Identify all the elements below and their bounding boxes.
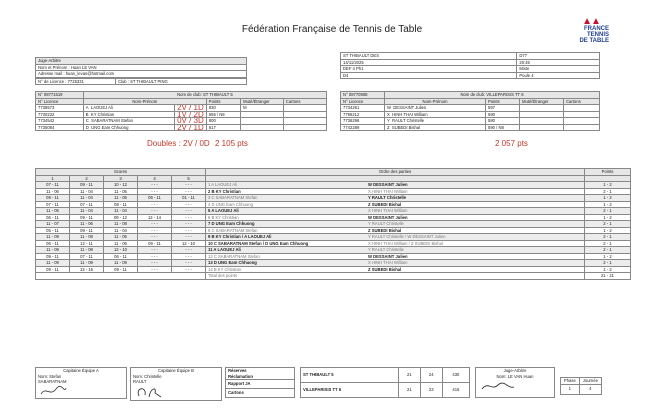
team-a-col-mute: Muté/Étranger [241,98,284,105]
game-left-player: 9 B KY Christian / A LAOUEJ Ali [208,234,272,239]
team-b-table [340,91,600,131]
captain-a-title: Capitaine Équipe A [63,368,99,373]
team-a-club-name: Nom de club: ST THIBAULT 5 [83,92,326,99]
set-score: - - - [138,247,172,254]
reserves-report: Rapport JA [226,380,295,389]
day-label: Journée [579,378,601,385]
player-points: 555 / N8 [206,111,240,118]
player-code: D [85,124,89,130]
set-score: - - - [172,234,206,241]
game-points: 1 - 2 [585,266,631,273]
player-points: 590 [486,111,520,118]
player-points: 800 [206,118,240,125]
game-left-player: 13 D UNG Eam Chhuong [208,260,257,265]
player-code: B [85,111,89,117]
team-b-col-mute: Muté/Étranger [520,98,564,105]
set-score: 11 - 04 [70,188,104,195]
set-score: 07 - 11 [36,182,70,189]
set-score: 11 - 09 [70,260,104,267]
match-date: 14/11/2025 [341,59,517,66]
set-score: 11 - 04 [70,208,104,215]
set-score: 11 - 07 [36,221,70,228]
referee-block [35,57,247,85]
set-score: 11 - 06 [70,221,104,228]
team-a-table [35,91,327,131]
game-left-player: 3 C SABARATNAM Stefan [208,195,258,200]
game-points: 1 - 2 [585,182,631,189]
set-score: - - - [172,266,206,273]
game-points: 2 - 1 [585,260,631,267]
game-right-player: Z SUBEDI Bishal [368,266,402,272]
player-name: UNG Eam Chhuong [91,124,129,130]
set-score: 09 - 11 [70,214,104,221]
game-right-player: X HINH THAI William [368,188,408,194]
set-header: 4 [138,175,172,182]
player-points: 590 / N8 [486,124,520,131]
set-score: 11 - 09 [104,260,138,267]
result-a: 21 [398,383,420,398]
result-box [300,367,470,398]
game-points: 1 - 2 [585,214,631,221]
game-points: 2 - 1 [585,221,631,228]
set-score: - - - [138,253,172,260]
set-header: 2 [70,175,104,182]
ja-box [475,367,555,398]
set-score: 06 - 11 [104,253,138,260]
captain-b-box [130,367,222,401]
game-right-player: Y RAULT Christelle [368,247,404,252]
set-score: - - - [138,227,172,234]
reserves-subtitle: Réclamation [228,373,253,379]
team-a-col-cards: Cartons [283,98,326,105]
team-a-col-name: Nom-Prénom [83,98,206,105]
player-licence: 7730232 [36,111,84,118]
game-points: 1 - 2 [585,195,631,202]
game-left-player: 8 C SABARATNAM Stefan [208,227,258,233]
captain-a-name2: SABARATNAM [38,379,67,384]
logo-mark-icon: ▲▲ [582,16,600,27]
set-score: 09 - 11 [36,266,70,273]
result-team: VILLEPARISIS TT 6 [301,383,399,398]
game-right-player: W DESSAINT Julien [368,253,408,259]
match-category: Mixte [517,66,600,73]
set-score: 08 - 11 [104,201,138,208]
player-record: 2V / 1D [175,105,207,112]
team-a-col-points: Points [206,98,240,105]
game-right-player: Y RAULT Christelle / W DESSAINT Julien [368,234,446,239]
set-score: - - - [138,208,172,215]
game-left-player: 12 C SABARATNAM Stefan [208,253,260,259]
points-header: Points [585,169,631,176]
reserves-title: Réserves [228,368,247,373]
player-mute [520,124,564,131]
set-score: 09 - 11 [70,227,104,234]
set-score: 12 - 10 [172,240,206,247]
ja-title: Juge-Arbitre [503,368,527,373]
set-score: 06 - 11 [138,195,172,202]
match-pool: Poule 4 [517,72,600,79]
set-score: 09 - 12 [104,214,138,221]
set-score: 11 - 04 [70,195,104,202]
player-mute [241,124,284,131]
set-score: 11 - 05 [104,234,138,241]
set-score: - - - [138,201,172,208]
set-header: 5 [172,175,206,182]
player-licence: 7736296 [341,118,385,125]
total-empty [36,273,206,280]
player-points: 617 [206,124,240,131]
team-a-col-licence: N° Licence [36,98,84,105]
set-score: - - - [172,260,206,267]
match-level: D4 [341,72,517,79]
game-right-player: X HINH THAI William [368,208,408,213]
result-team: ST THIBAULT 5 [301,368,399,383]
player-name: RAULT Christelle [392,118,425,123]
result-b: 24 [420,368,442,383]
captain-a-name: Nom: Stefan [38,373,62,379]
game-right-player: Z SUBEDI Bishal [368,201,402,207]
referee-header: Juge-Arbitre [36,58,247,65]
total-row [36,273,631,280]
team-b-col-cards: Cartons [564,98,600,105]
set-score: 11 - 08 [70,234,104,241]
team-a-club-no: N° 08771519 [36,92,84,99]
ja-signature [478,379,518,393]
game-right-player: Y RAULT Christelle [368,221,404,226]
player-record: 0V / 3D [175,118,207,125]
order-header: Ordre des parties [206,169,585,176]
set-score: 11 - 09 [36,234,70,241]
set-score: - - - [138,182,172,189]
set-header: 1 [36,175,70,182]
game-right-player: W DESSAINT Julien [368,182,408,187]
team-b-col-points: Points [486,98,520,105]
game-points: 2 - 1 [585,234,631,241]
player-licence: 7742289 [341,124,385,131]
set-score: - - - [138,188,172,195]
result-b: 23 [420,383,442,398]
day-value: 4 [579,384,601,394]
reserves-cards: Cartons [226,389,295,398]
set-score: - - - [172,182,206,189]
set-score: - - - [172,221,206,228]
set-score: - - - [172,201,206,208]
set-score: 11 - 09 [36,260,70,267]
player-code: Z [387,124,390,130]
set-score: 07 - 11 [70,253,104,260]
player-code: Y [387,118,390,123]
player-name: SABARATNAM Stefan [91,118,133,123]
game-left-player: 10 C SABARATNAM Stefan / D UNG Eam Chhuong [208,240,309,246]
player-cards [564,124,600,131]
team-a-doubles: Doubles : 2V / 0D [147,139,210,148]
total-label: Total des points [206,273,585,280]
set-score: - - - [172,253,206,260]
game-points: 1 - 2 [585,227,631,234]
ja-name: Nom: LE VAN Huan [496,373,534,379]
player-name: KY Christian [90,111,115,117]
referee-name: Nom et Prénom : Huan LE VAN [36,64,247,71]
set-score: 11 - 04 [104,227,138,234]
set-score: 09 - 11 [70,182,104,189]
player-licence: 7738573 [36,105,84,112]
captain-b-name2: RAULT [133,379,147,384]
player-code: X [387,111,390,117]
set-score: - - - [138,260,172,267]
logo-text-3: DE TABLE [579,38,609,44]
set-score: 11 - 09 [36,247,70,254]
player-points: 830 [206,105,240,112]
set-score: 06 - 11 [36,214,70,221]
score-sheet [35,168,631,280]
game-points: 2 - 1 [585,188,631,195]
game-left-player: 5 A LAOUEJ Ali [208,208,239,213]
player-name: HINH THAI William [392,111,428,117]
player-mute: M [241,105,284,112]
result-a: 21 [398,368,420,383]
player-licence: 7734542 [36,118,84,125]
result-c: 416 [442,383,469,398]
captain-a-box [35,367,127,399]
game-points: 1 - 2 [585,253,631,260]
phase-value: 1 [561,384,580,394]
game-points: 2 - 1 [585,208,631,215]
captain-a-signature [38,385,68,397]
set-score: 09 - 11 [104,266,138,273]
set-score: - - - [138,266,172,273]
player-licence: 7735084 [36,124,84,131]
player-name: DESSAINT Julien [393,105,427,110]
set-score: - - - [138,234,172,241]
player-code: C [85,118,89,123]
match-code: D77 [517,53,600,60]
logo-text-1: FRANCE [584,26,609,32]
set-score: 11 - 05 [104,188,138,195]
team-b-club-no: N° 08770908 [341,92,385,99]
player-points: 580 [486,118,520,125]
set-score: 09 - 11 [138,240,172,247]
captain-b-title: Capitaine Équipe B [158,368,194,373]
game-right-player: X HINH THAI William [368,260,408,265]
team-a-player-row [36,124,327,131]
set-score: 11 - 08 [104,221,138,228]
game-left-player: 1 A LAOUEJ Ali [208,182,237,187]
game-points: 2 - 1 [585,240,631,247]
captain-b-signature [133,385,173,399]
set-score: - - - [138,221,172,228]
logo-text-2: TENNIS [586,32,609,38]
player-name: LAOUEJ Ali [90,105,113,110]
referee-email: Adresse mail : huan_levan@hotmail.com [36,71,247,78]
fftt-logo [573,16,609,46]
team-b-total: 2 057 pts [495,139,528,148]
match-info [340,52,600,79]
set-score: 11 - 08 [70,247,104,254]
set-score: 11 - 05 [104,195,138,202]
set-header: 3 [104,175,138,182]
set-score: - - - [172,247,206,254]
set-score: 12 - 11 [70,240,104,247]
captain-b-name: Nom: Christelle [133,373,162,379]
player-code: W [387,105,391,110]
team-b-col-name: Nom-Prénom [385,98,486,105]
player-name: SUBEDI Bishal [391,124,421,130]
game-left-player: 7 D UNG Eam Chhuong [208,221,255,226]
total-value: 21 - 21 [585,273,631,280]
player-record: 2V / 1D [175,124,207,131]
game-left-player: 14 B KY Christian [208,266,241,272]
game-left-player: 11 A LAOUEJ Ali [208,247,241,252]
game-right-player: W DESSAINT Julien [368,214,408,220]
set-score: 11 - 04 [104,208,138,215]
team-b-col-licence: N° Licence [341,98,385,105]
set-score: 07 - 11 [36,201,70,208]
set-score: - - - [172,214,206,221]
player-licence: 7734261 [341,105,385,112]
phase-label: Phase [561,378,580,385]
referee-club: Club : ST THIBAULT PING [116,78,247,85]
player-record: 1V / 2D [175,111,207,118]
set-score: 07 - 11 [70,201,104,208]
player-points: 597 [486,105,520,112]
set-score: 09 - 11 [36,253,70,260]
set-score: 01 - 11 [172,195,206,202]
set-score: - - - [172,227,206,234]
set-score: 12 - 10 [104,247,138,254]
set-score: 11 - 06 [104,240,138,247]
match-division: DEF 4 Ph1 [341,66,517,73]
set-score: 06 - 11 [36,240,70,247]
set-score: 12 - 14 [138,214,172,221]
reserves-box [225,367,295,398]
game-right-player: Z SUBEDI Bishal [368,227,402,233]
game-points: 1 - 2 [585,201,631,208]
result-c: 430 [442,368,469,383]
game-left-player: 4 D UNG Eam Chhuong [208,201,253,207]
page-title: Fédération Française de Tennis de Table [241,24,423,35]
set-score: 11 - 06 [36,188,70,195]
match-time: 20:45 [517,59,600,66]
set-score: - - - [172,208,206,215]
player-cards [283,124,326,131]
game-left-player: 2 B KY Christian [208,188,241,194]
player-code: A [85,105,89,110]
phase-box [560,377,602,395]
set-score: 11 - 05 [36,208,70,215]
set-score: 09 - 11 [36,195,70,202]
match-home: ST THIBAULT DES [341,53,517,60]
game-points: 2 - 1 [585,247,631,254]
set-score: - - - [172,188,206,195]
game-right-player: Y RAULT Christelle [368,195,407,200]
set-score: 10 - 12 [104,182,138,189]
scores-header: Scores [36,169,206,176]
game-right-player: X HINH THAI William / Z SUBEDI Bishal [368,240,443,246]
set-score: 13 - 15 [70,266,104,273]
team-a-total: 2 105 pts [215,139,248,148]
referee-licence: N° de Licence : 7725331 [36,78,116,85]
set-score: 05 - 11 [36,227,70,234]
player-licence: 7796212 [341,111,385,118]
game-left-player: 6 B KY Christian [208,214,239,220]
team-b-player-row [341,124,600,131]
team-b-club-name: Nom de club: VILLEPARISIS TT 6 [385,92,600,99]
